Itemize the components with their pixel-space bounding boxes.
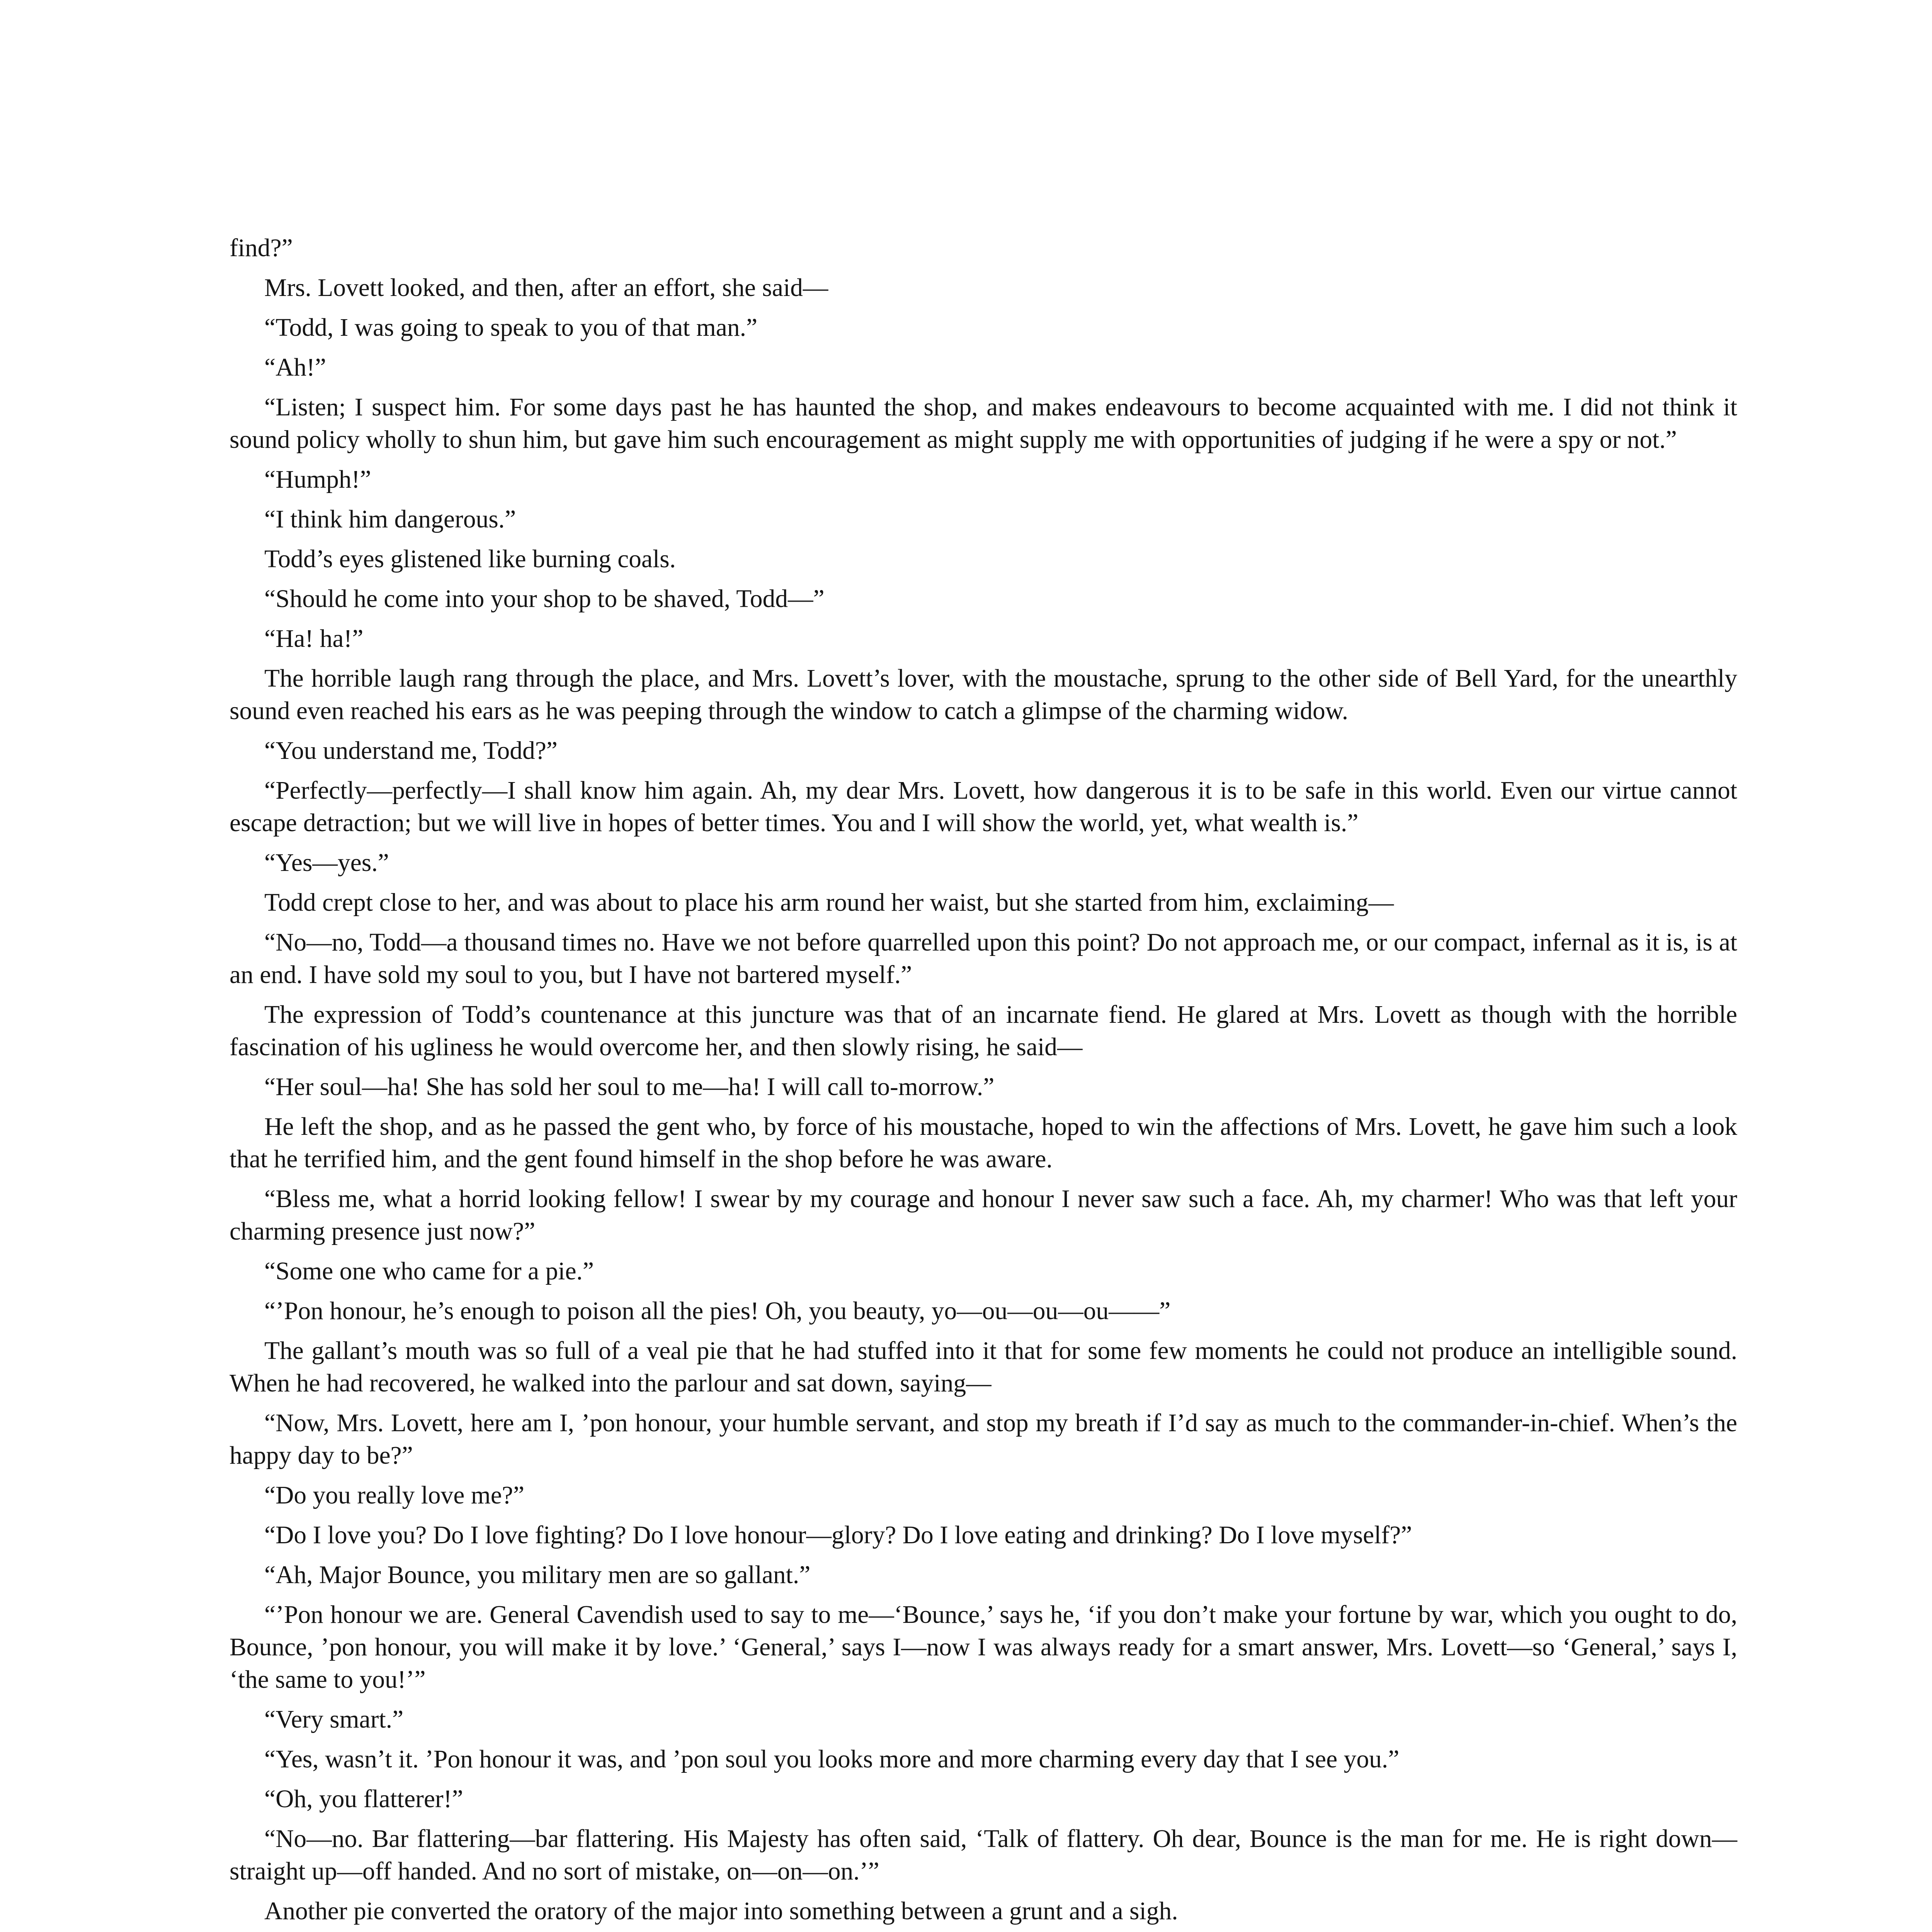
- paragraph: “No—no. Bar flattering—bar flattering. His Majesty has often said, ‘Talk of flattery. Oh dear, Bounce is the man for me. He is right down—straight up—off handed. And no sort of mistake, on—on—on.’”: [230, 1825, 1737, 1885]
- paragraph: “Some one who came for a pie.”: [264, 1257, 594, 1285]
- paragraph: find?”: [230, 234, 293, 262]
- paragraph: “You understand me, Todd?”: [264, 737, 558, 765]
- paragraph: “Should he come into your shop to be shaved, Todd—”: [264, 585, 825, 613]
- page-body: [230, 232, 1737, 1932]
- paragraph: “Ah!”: [264, 354, 327, 381]
- paragraph: Mrs. Lovett looked, and then, after an effort, she said—: [264, 274, 828, 302]
- paragraph: “Listen; I suspect him. For some days past he has haunted the shop, and makes endeavours to become acquainted with me. I did not think it sound policy wholly to shun him, but gave him such encouragement as might supply me with opportunities of judging if he were a spy or not.”: [230, 393, 1737, 454]
- paragraph: “Yes—yes.”: [264, 849, 389, 877]
- paragraph: “Now, Mrs. Lovett, here am I, ’pon honour, your humble servant, and stop my breath if I’d say as much to the commander-in-chief. When’s the happy day to be?”: [230, 1409, 1737, 1469]
- paragraph: “Todd, I was going to speak to you of that man.”: [264, 314, 758, 342]
- paragraph: “Do I love you? Do I love fighting? Do I love honour—glory? Do I love eating and drinking? Do I love myself?”: [264, 1521, 1412, 1549]
- paragraph: The gallant’s mouth was so full of a veal pie that he had stuffed into it that for some few moments he could not produce an intelligible sound. When he had recovered, he walked into the parlour and sat down, saying—: [230, 1337, 1737, 1397]
- paragraph: “Yes, wasn’t it. ’Pon honour it was, and ’pon soul you looks more and more charming every day that I see you.”: [264, 1745, 1400, 1773]
- paragraph-list: [230, 232, 1737, 1932]
- paragraph: The horrible laugh rang through the place, and Mrs. Lovett’s lover, with the moustache, sprung to the other side of Bell Yard, for the unearthly sound even reached his ears as he was peeping through the window to catch a glimpse of the charming widow.: [230, 665, 1737, 725]
- paragraph: “I think him dangerous.”: [264, 505, 516, 533]
- paragraph: “Humph!”: [264, 466, 371, 493]
- paragraph: “No—no, Todd—a thousand times no. Have we not before quarrelled upon this point? Do not approach me, or our compact, infernal as it is, is at an end. I have sold my soul to you, but I have not bartered myself.”: [230, 929, 1737, 989]
- paragraph: Todd crept close to her, and was about to place his arm round her waist, but she started from him, exclaiming—: [264, 889, 1394, 917]
- paragraph: “Do you really love me?”: [264, 1481, 524, 1509]
- paragraph: “Very smart.”: [264, 1706, 404, 1733]
- paragraph: “Her soul—ha! She has sold her soul to me—ha! I will call to-morrow.”: [264, 1073, 995, 1101]
- paragraph: “’Pon honour we are. General Cavendish used to say to me—‘Bounce,’ says he, ‘if you don’t make your fortune by war, which you ought to do, Bounce, ’pon honour, you will make it by love.’ ‘General,’ says I—now I was always ready for a smart answer, Mrs. Lovett—so ‘General,’ says I, ‘the same to you!’”: [230, 1601, 1737, 1694]
- paragraph: “Oh, you flatterer!”: [264, 1785, 463, 1813]
- paragraph: Another pie converted the oratory of the major into something between a grunt and a sigh.: [264, 1897, 1178, 1925]
- paragraph: “Bless me, what a horrid looking fellow! I swear by my courage and honour I never saw such a face. Ah, my charmer! Who was that left your charming presence just now?”: [230, 1185, 1737, 1245]
- paragraph: “Ah, Major Bounce, you military men are so gallant.”: [264, 1561, 811, 1589]
- paragraph: He left the shop, and as he passed the gent who, by force of his moustache, hoped to win the affections of Mrs. Lovett, he gave him such a look that he terrified him, and the gent found himself in the shop before he was aware.: [230, 1113, 1737, 1173]
- paragraph: The expression of Todd’s countenance at this juncture was that of an incarnate fiend. He glared at Mrs. Lovett as though with the horrible fascination of his ugliness he would overcome her, and then slowly rising, he said—: [230, 1001, 1737, 1061]
- paragraph: Todd’s eyes glistened like burning coals.: [264, 545, 676, 573]
- paragraph: “Perfectly—perfectly—I shall know him again. Ah, my dear Mrs. Lovett, how dangerous it is to be safe in this world. Even our virtue cannot escape detraction; but we will live in hopes of better times. You and I will show the world, yet, what wealth is.”: [230, 777, 1737, 837]
- paragraph: “Ha! ha!”: [264, 625, 364, 653]
- paragraph: “’Pon honour, he’s enough to poison all the pies! Oh, you beauty, yo—ou—ou—ou——”: [264, 1297, 1171, 1325]
